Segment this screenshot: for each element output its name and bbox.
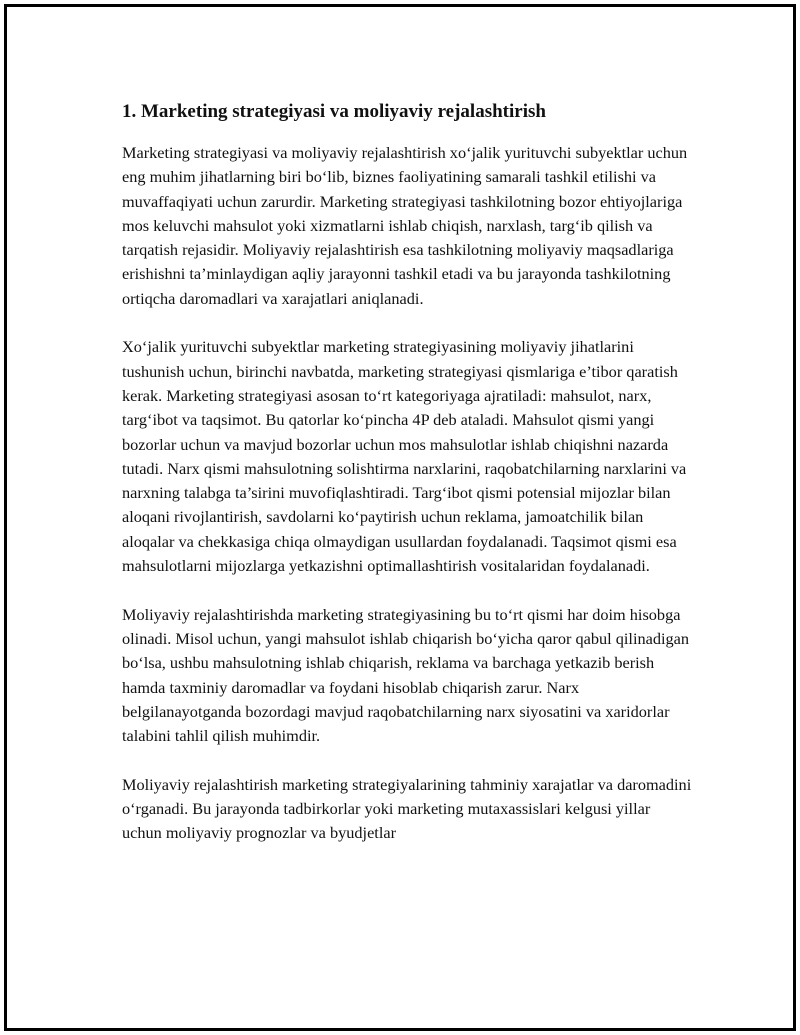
paragraph-4: Moliyaviy rejalashtirish marketing strategiyalarining tahminiy xarajatlar va daromadini o‘rganadi. Bu jarayonda tadbirkorlar yoki marketing mutaxassislari kelgusi yillar uchun moliyaviy prognozlar va byudjetlar [122, 774, 692, 843]
paragraph-2: Xo‘jalik yurituvchi subyektlar marketing strategiyasining moliyaviy jihatlarini tushunish uchun, birinchi navbatda, marketing strategiyasi qismlariga e’tibor qaratish kerak. Marketing strategiyasi asosan to‘rt kategoriyaga ajratiladi: mahsulot, narx, targ‘ibot va taqsimot. Bu qatorlar ko‘pincha 4P deb ataladi. Mahsulot qismi yangi bozorlar uchun va mavjud bozorlar uchun mos mahsulotlar ishlab chiqishni nazarda tutadi. Narx qismi mahsulotning solishtirma narxlarini, raqobatchilarning narxlarini va narxning talabga ta’sirini muvofiqlashtiradi. Targ‘ibot qismi potensial mijozlar bilan aloqani rivojlantirish, savdolarni ko‘paytirish uchun reklama, jamoatchilik bilan aloqalar va chekkasiga chiqa olmaydigan usullardan foydalanadi. Taqsimot qismi esa mahsulotlarni mijozlarga yetkazishni optimallashtirish vositalaridan foydalanadi. [122, 337, 687, 576]
page-frame [4, 4, 796, 1031]
section-heading: 1. Marketing strategiyasi va moliyaviy rejalashtirish [122, 101, 546, 122]
paragraph-1: Marketing strategiyasi va moliyaviy rejalashtirish xo‘jalik yurituvchi subyektlar uchun eng muhim jihatlarning biri bo‘lib, biznes faoliyatining samarali tashkil etilishi va muvaffaqiyati uchun zarurdir. Marketing strategiyasi tashkilotning bozor ehtiyojlariga mos keluvchi mahsulot yoki xizmatlarni ishlab chiqish, narxlash, targ‘ib qilish va tarqatish rejasidir. Moliyaviy rejalashtirish esa tashkilotning moliyaviy maqsadlariga erishishni ta’minlaydigan aqliy jarayonni tashkil etadi va bu jarayonda tashkilotning ortiqcha daromadlari va xarajatlari aniqlanadi. [122, 143, 688, 308]
paragraph-3: Moliyaviy rejalashtirishda marketing strategiyasining bu to‘rt qismi har doim hisobga olinadi. Misol uchun, yangi mahsulot ishlab chiqarish bo‘yicha qaror qabul qilinadigan bo‘lsa, ushbu mahsulotning ishlab chiqarish, reklama va barchaga yetkazib berish hamda taxminiy daromadlar va foydani hisoblab chiqarish zarur. Narx belgilanayotganda bozordagi mavjud raqobatchilarning narx siyosatini va xaridorlar talabini tahlil qilish muhimdir. [122, 604, 690, 746]
document-body [122, 99, 692, 870]
